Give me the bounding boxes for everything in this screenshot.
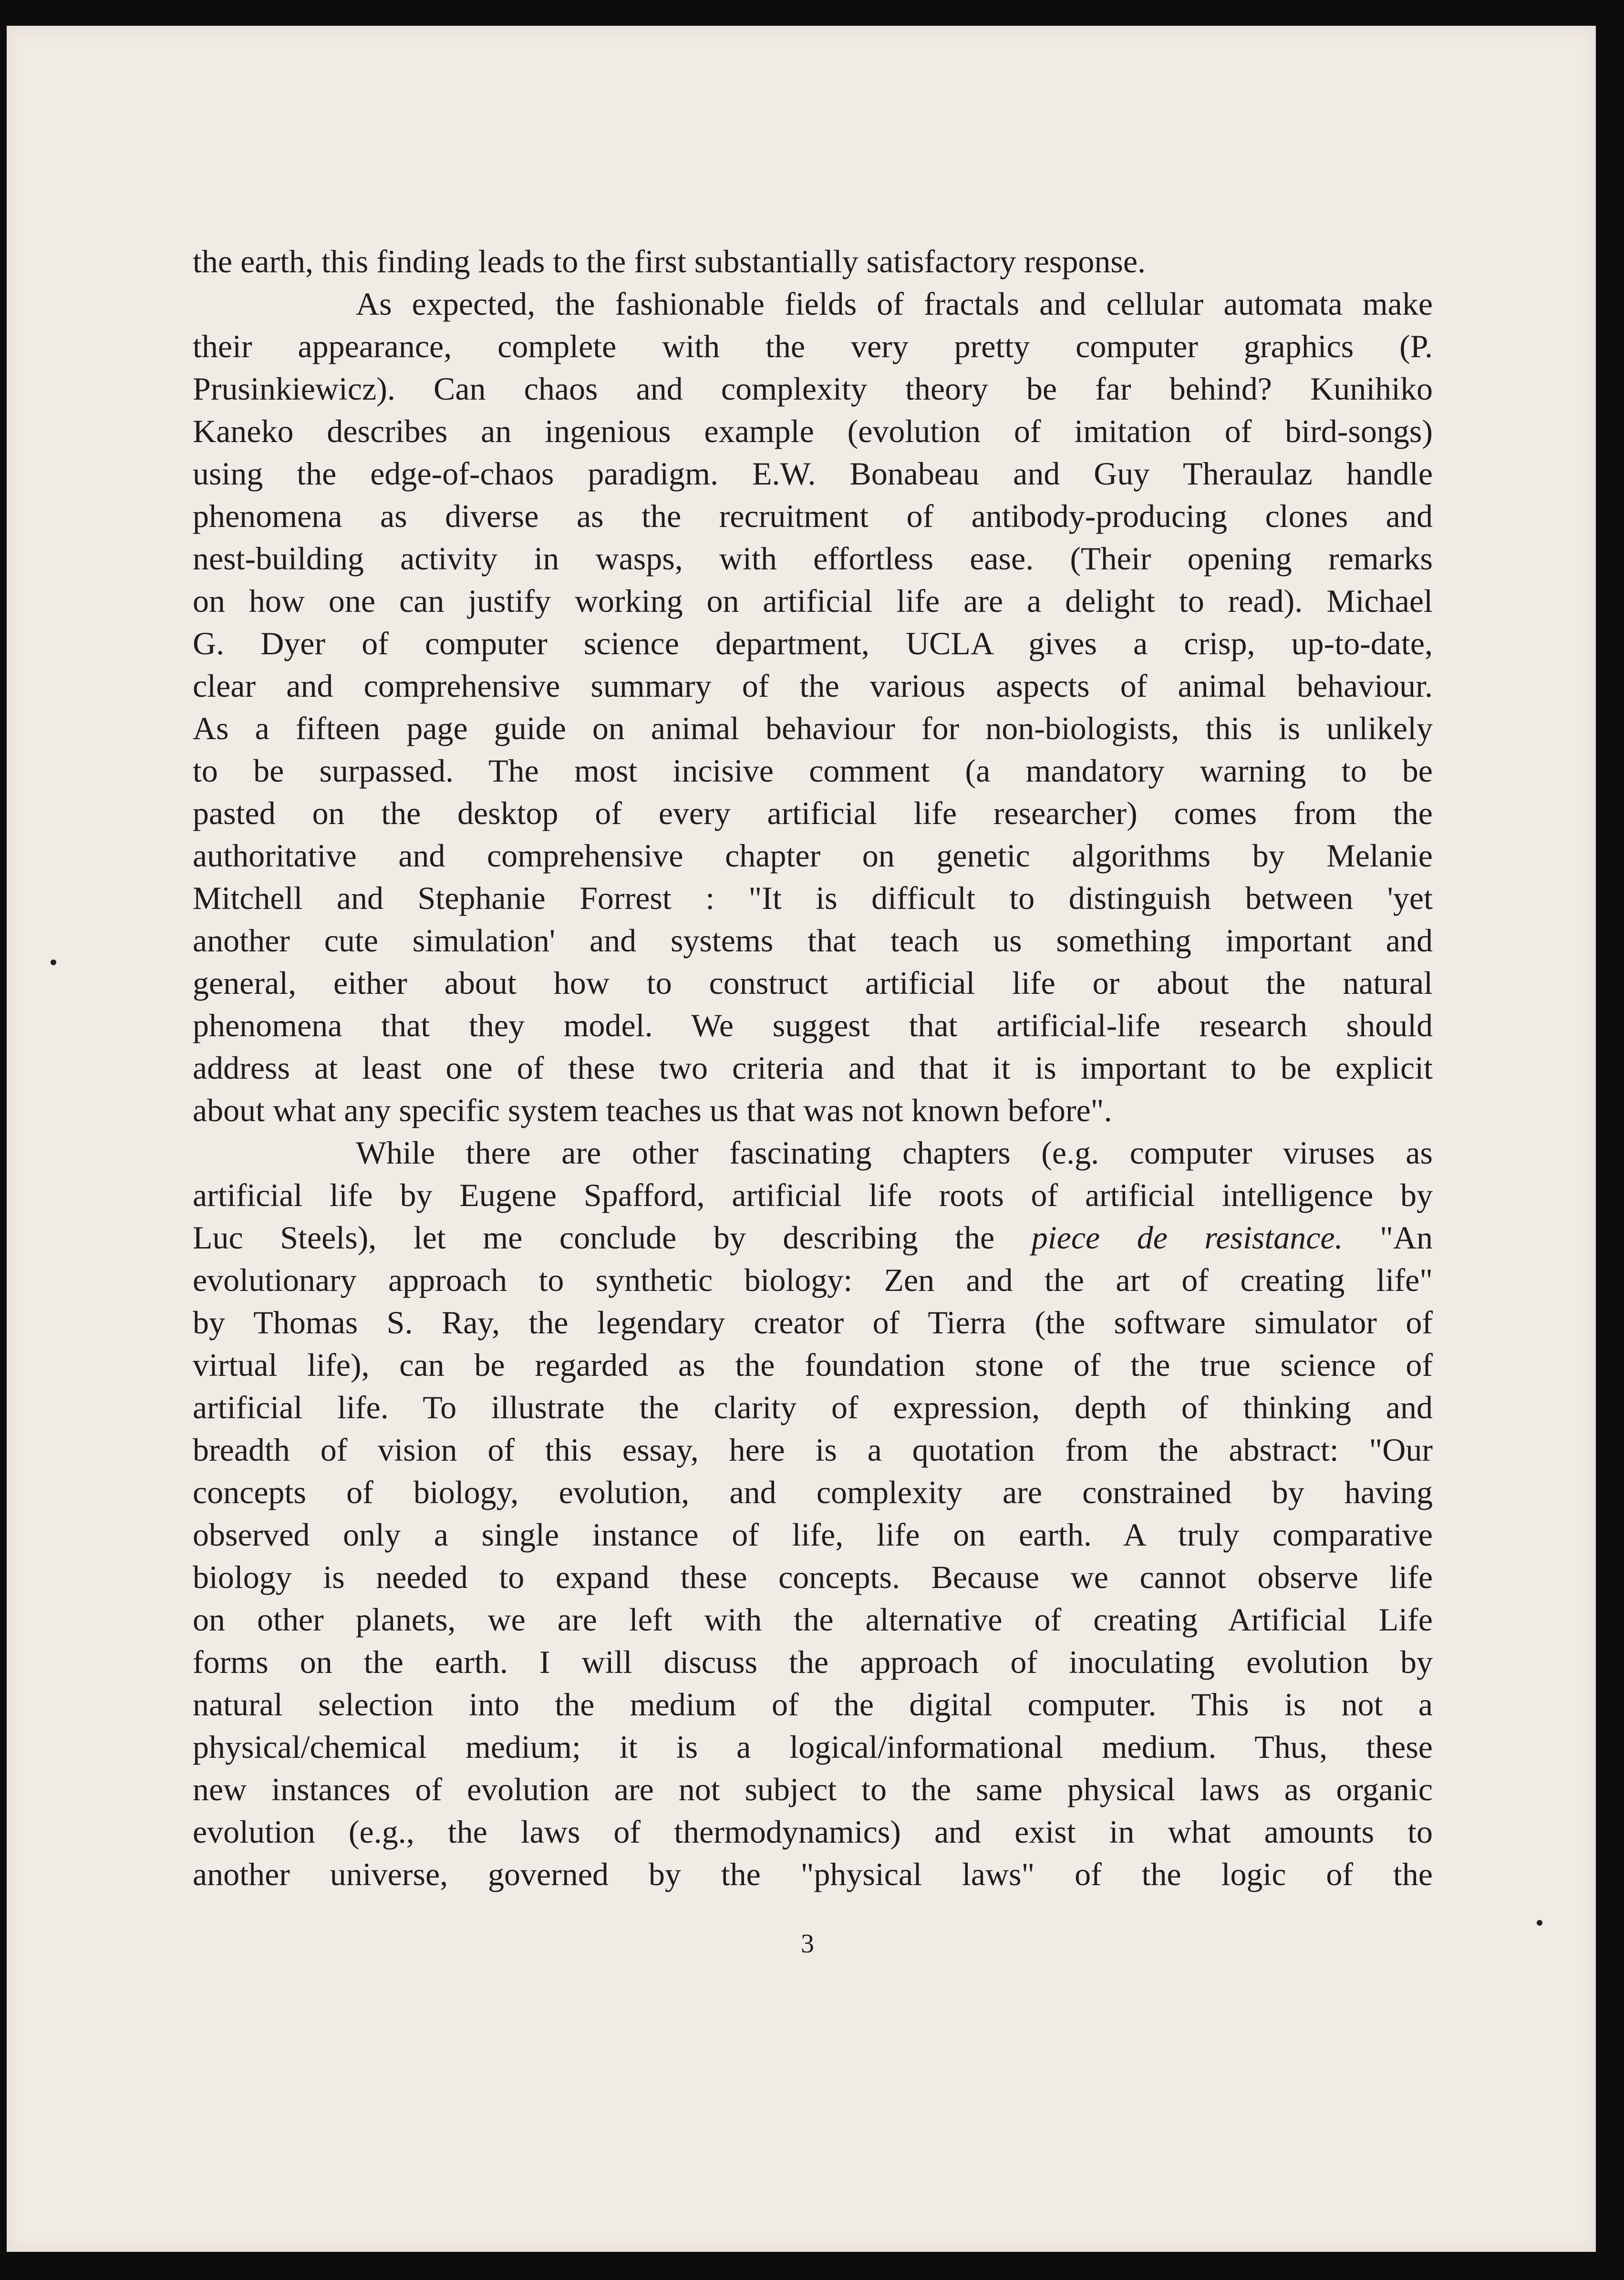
text-line: While there are other fascinating chapters (e.g. computer viruses as <box>356 1135 1433 1171</box>
text-line: another universe, governed by the "physical laws" of the logic of the <box>193 1856 1433 1892</box>
text-line: forms on the earth. I will discuss the approach of inoculating evolution by <box>193 1644 1433 1680</box>
text-line: artificial life. To illustrate the clarity of expression, depth of thinking and <box>193 1389 1433 1425</box>
text-line: on other planets, we are left with the alternative of creating Artificial Life <box>193 1601 1433 1638</box>
text-line: another cute simulation' and systems that teach us something important and <box>193 922 1433 959</box>
text-line: phenomena as diverse as the recruitment of antibody-producing clones and <box>193 498 1433 534</box>
text-line: pasted on the desktop of every artificial life researcher) comes from the <box>193 795 1433 831</box>
text-line: evolution (e.g., the laws of thermodynamics) and exist in what amounts to <box>193 1814 1433 1850</box>
text-line: breadth of vision of this essay, here is a quotation from the abstract: "Our <box>193 1432 1433 1468</box>
text-line: As expected, the fashionable fields of fractals and cellular automata make <box>356 286 1433 322</box>
text-line: evolutionary approach to synthetic biology: Zen and the art of creating life" <box>193 1262 1433 1298</box>
text-line: Kaneko describes an ingenious example (evolution of imitation of bird-songs) <box>193 413 1433 449</box>
text-line: the earth, this finding leads to the first substantially satisfactory response. <box>193 243 1146 279</box>
page-number: 3 <box>801 1929 814 1959</box>
text-line: authoritative and comprehensive chapter on genetic algorithms by Melanie <box>193 837 1433 874</box>
text-segment: Luc Steels), let me conclude by describing the <box>193 1219 1032 1256</box>
text-line: G. Dyer of computer science department, UCLA gives a crisp, up-to-date, <box>193 625 1433 661</box>
text-line: observed only a single instance of life, life on earth. A truly comparative <box>193 1517 1433 1553</box>
text-line: new instances of evolution are not subject to the same physical laws as organic <box>193 1771 1433 1807</box>
speck-mark <box>1537 1920 1542 1926</box>
text-line: concepts of biology, evolution, and complexity are constrained by having <box>193 1474 1433 1510</box>
text-segment: "An <box>1343 1219 1433 1256</box>
text-line: virtual life), can be regarded as the foundation stone of the true science of <box>193 1347 1433 1383</box>
text-line: using the edge-of-chaos paradigm. E.W. Bonabeau and Guy Theraulaz handle <box>193 455 1433 492</box>
text-line: general, either about how to construct artificial life or about the natural <box>193 965 1433 1001</box>
text-line: nest-building activity in wasps, with effortless ease. (Their opening remarks <box>193 540 1433 577</box>
text-line: about what any specific system teaches us that was not known before". <box>193 1092 1112 1128</box>
italic-phrase: piece de resistance. <box>1031 1219 1343 1256</box>
text-line: by Thomas S. Ray, the legendary creator of Tierra (the software simulator of <box>193 1304 1433 1341</box>
text-line: phenomena that they model. We suggest that artificial-life research should <box>193 1007 1433 1043</box>
text-line <box>193 1217 1433 1259</box>
text-line: clear and comprehensive summary of the various aspects of animal behaviour. <box>193 668 1433 704</box>
text-line: physical/chemical medium; it is a logical/informational medium. Thus, these <box>193 1729 1433 1765</box>
text-line: natural selection into the medium of the digital computer. This is not a <box>193 1686 1433 1723</box>
text-line: address at least one of these two criteria and that it is important to be explicit <box>193 1050 1433 1086</box>
text-line: Mitchell and Stephanie Forrest : "It is difficult to distinguish between 'yet <box>193 880 1433 916</box>
speck-mark <box>51 959 56 965</box>
text-line: biology is needed to expand these concepts. Because we cannot observe life <box>193 1559 1433 1595</box>
text-line: artificial life by Eugene Spafford, artificial life roots of artificial intelligence by <box>193 1177 1433 1213</box>
scanned-page <box>7 26 1596 2252</box>
text-line: Prusinkiewicz). Can chaos and complexity theory be far behind? Kunihiko <box>193 371 1433 407</box>
body-text <box>193 240 1433 1896</box>
text-line: their appearance, complete with the very pretty computer graphics (P. <box>193 328 1433 364</box>
text-line: to be surpassed. The most incisive comment (a mandatory warning to be <box>193 753 1433 789</box>
text-line: on how one can justify working on artificial life are a delight to read). Michael <box>193 583 1433 619</box>
text-line: As a fifteen page guide on animal behaviour for non-biologists, this is unlikely <box>193 710 1433 746</box>
